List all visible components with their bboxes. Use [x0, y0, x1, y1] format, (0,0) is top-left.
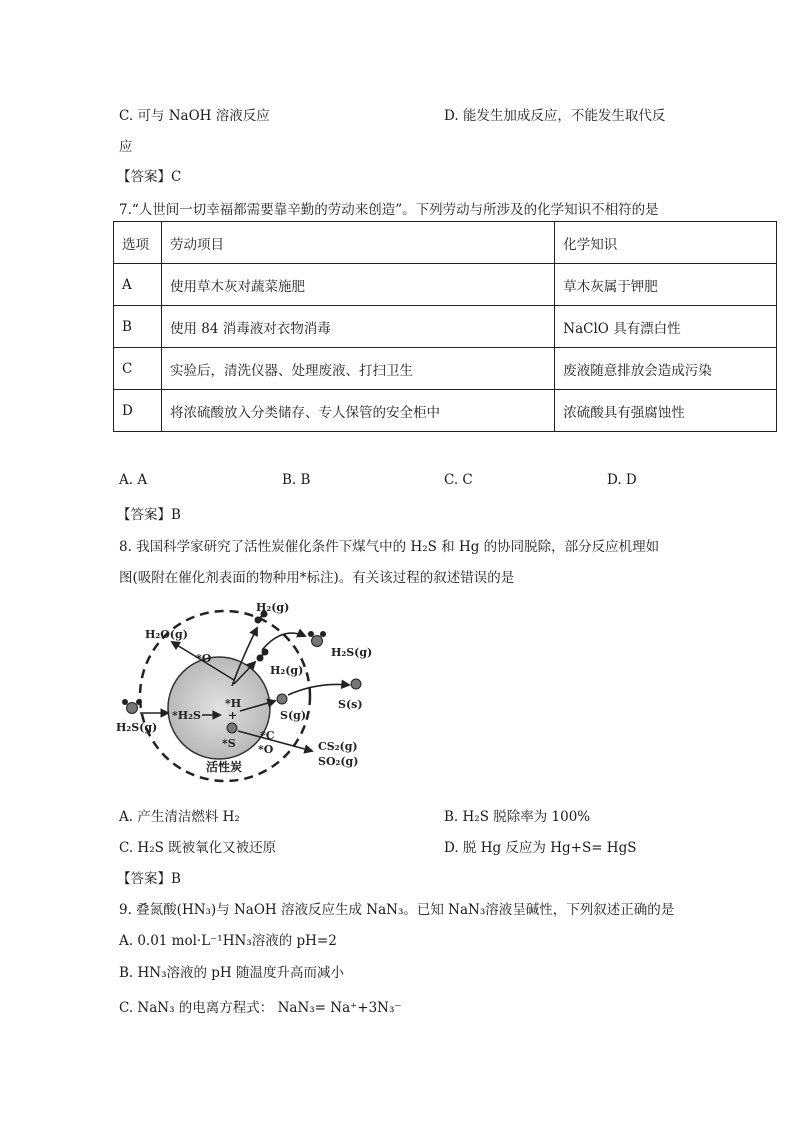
table-cell: A — [114, 264, 162, 306]
label-o-star-2: *O — [258, 743, 274, 756]
table-row — [114, 306, 777, 348]
table-cell: 将浓硫酸放入分类储存、专人保管的安全柜中 — [161, 390, 554, 432]
table-cell: 使用草木灰对蔬菜施肥 — [161, 264, 554, 306]
label-h2s-star: *H₂S — [172, 709, 201, 722]
q8-option-b: B. H₂S 脱除率为 100% — [444, 809, 591, 825]
q6-answer: 【答案】C — [117, 169, 182, 185]
table-cell: B — [114, 306, 162, 348]
q7-option-c: C. C — [444, 472, 473, 488]
q9-question: 9. 叠氮酸(HN₃)与 NaOH 溶液反应生成 NaN₃。已知 NaN₃溶液呈碱性，下列叙述正确的是 — [119, 902, 675, 918]
label-h2s-left: H₂S(g) — [116, 721, 158, 734]
q8-option-c: C. H₂S 既被氧化又被还原 — [119, 840, 277, 856]
label-s-solid: S(s) — [338, 698, 363, 711]
label-c-star: *C — [260, 729, 275, 742]
table-header-row — [114, 222, 777, 264]
q7-option-b: B. B — [282, 472, 311, 488]
arrow-to-s-solid — [288, 684, 349, 695]
table-cell: 浓硫酸具有强腐蚀性 — [555, 390, 777, 432]
table-cell: 废液随意排放会造成污染 — [555, 348, 777, 390]
q7-table — [113, 221, 777, 432]
table-cell: D — [114, 390, 162, 432]
table-header-cell: 劳动项目 — [161, 222, 554, 264]
q8-option-a: A. 产生清洁燃料 H₂ — [119, 809, 240, 825]
table-cell: 实验后，清洗仪器、处理废液、打扫卫生 — [161, 348, 554, 390]
q8-question-line2: 图(吸附在催化剂表面的物种用*标注)。有关该过程的叙述错误的是 — [119, 570, 515, 586]
q8-option-d: D. 脱 Hg 反应为 Hg+S= HgS — [444, 840, 637, 856]
q9-option-a: A. 0.01 mol·L⁻¹HN₃溶液的 pH=2 — [119, 933, 337, 949]
label-o-star: *O — [196, 652, 212, 665]
q8-reaction-mechanism-diagram — [112, 598, 382, 788]
table-header-cell: 选项 — [114, 222, 162, 264]
label-h2o: H₂O(g) — [145, 628, 188, 641]
label-activated-carbon: 活性炭 — [206, 760, 243, 774]
q7-answer: 【答案】B — [117, 507, 181, 523]
q8-answer: 【答案】B — [117, 871, 181, 887]
q6-option-d-continued: 应 — [119, 139, 133, 155]
activated-carbon-circle — [168, 657, 270, 759]
sulfur-atom-gas-icon — [277, 694, 287, 704]
label-h2-inner: H₂(g) — [270, 664, 304, 677]
q8-question-line1: 8. 我国科学家研究了活性炭催化条件下煤气中的 H₂S 和 Hg 的协同脱除，部分反应机理如 — [119, 539, 660, 555]
table-cell: NaClO 具有漂白性 — [555, 306, 777, 348]
sulfur-atom-star-icon — [227, 723, 237, 733]
label-cs2: CS₂(g) — [318, 740, 358, 753]
table-row — [114, 264, 777, 306]
table-row — [114, 348, 777, 390]
label-s-star: *S — [222, 737, 236, 750]
q7-option-a: A. A — [119, 472, 148, 488]
q6-option-d: D. 能发生加成反应，不能发生取代反 — [444, 108, 666, 124]
q6-option-c: C. 可与 NaOH 溶液反应 — [119, 108, 270, 124]
table-cell: C — [114, 348, 162, 390]
table-row — [114, 390, 777, 432]
label-h2-top: H₂(g) — [256, 601, 290, 614]
label-s-gas: S(g) — [280, 709, 307, 722]
table-cell: 草木灰属于钾肥 — [555, 264, 777, 306]
q9-option-c: C. NaN₃ 的电离方程式： NaN₃= Na⁺+3N₃⁻ — [119, 1000, 402, 1016]
sulfur-atom-solid-icon — [351, 679, 361, 689]
q7-question: 7.“人世间一切幸福都需要靠辛勤的劳动来创造”。下列劳动与所涉及的化学知识不相符的是 — [119, 202, 659, 218]
h2s-molecule-left-icon — [122, 699, 142, 714]
q9-option-b: B. HN₃溶液的 pH 随温度升高而减小 — [119, 965, 344, 981]
table-header-cell: 化学知识 — [555, 222, 777, 264]
h2-molecule-inner-icon — [257, 649, 269, 662]
label-h-star: *H — [225, 697, 242, 710]
label-so2: SO₂(g) — [318, 755, 359, 768]
table-cell: 使用 84 消毒液对衣物消毒 — [161, 306, 554, 348]
q7-option-d: D. D — [607, 472, 637, 488]
label-h2s-right: H₂S(g) — [331, 646, 373, 659]
label-plus: + — [228, 709, 238, 722]
h2s-molecule-right-icon — [308, 631, 326, 647]
